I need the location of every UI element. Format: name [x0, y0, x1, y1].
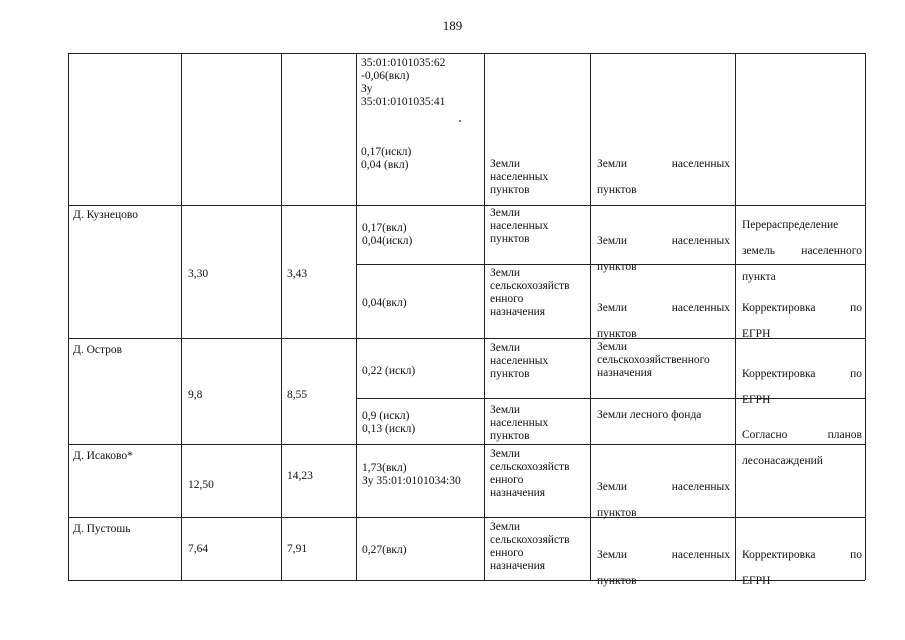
- land-category-text: Земли населенных пунктов: [490, 207, 549, 245]
- col-border: [281, 53, 282, 580]
- area-before: 7,64: [188, 543, 209, 555]
- new-category-text: Земли лесного фонда: [597, 409, 702, 421]
- col-border: [865, 53, 866, 580]
- settlement-name: Д. Кузнецово: [73, 209, 138, 221]
- page-number: 189: [442, 18, 463, 33]
- area-before: 9,8: [188, 389, 203, 401]
- area-after: 3,43: [287, 268, 308, 280]
- table-top-border: [68, 53, 865, 54]
- area-change-text: 0,04(вкл): [362, 297, 407, 309]
- area-change-text: 0,9 (искл) 0,13 (искл): [362, 410, 416, 435]
- scan-dot: [459, 120, 461, 122]
- col-border: [68, 53, 69, 580]
- new-category-text: Земли сельскохозяйственного назначения: [597, 341, 710, 379]
- reason-text: Корректировка по ЕГРН: [742, 549, 862, 587]
- new-category-text: Земли населенных пунктов: [597, 481, 730, 519]
- new-category-text: Земли населенных пунктов: [597, 302, 730, 340]
- area-before: 3,30: [188, 268, 209, 280]
- reason-text: Перераспределение земель населенного пункта: [742, 219, 862, 283]
- area-after: 7,91: [287, 543, 308, 555]
- area-change-text: 0,17(искл) 0,04 (вкл): [361, 146, 412, 171]
- reason-text: Согласно планов лесонасаждений: [742, 429, 862, 467]
- settlement-name: Д. Исаково*: [73, 450, 133, 462]
- col-border: [484, 53, 485, 580]
- cadastral-change-text: 35:01:0101035:62 -0,06(вкл) Зу 35:01:0101035:41: [361, 57, 446, 108]
- settlement-name: Д. Пустошь: [73, 523, 131, 535]
- area-change-text: 0,27(вкл): [362, 544, 407, 556]
- new-category-text: Земли населенных пунктов: [597, 549, 730, 587]
- area-after: 14,23: [287, 470, 313, 482]
- settlement-name: Д. Остров: [73, 344, 123, 356]
- area-change-text: 0,22 (искл): [362, 365, 416, 377]
- land-category-text: Земли сельскохозяйств енного назначения: [490, 448, 570, 499]
- area-before: 12,50: [188, 479, 214, 491]
- land-category-text: Земли населенных пунктов: [490, 158, 549, 196]
- col-border: [356, 53, 357, 580]
- row-divider: [68, 517, 865, 518]
- land-category-text: Земли сельскохозяйств енного назначения: [490, 521, 570, 572]
- land-category-text: Земли населенных пунктов: [490, 342, 549, 380]
- reason-text: Корректировка по ЕГРН: [742, 302, 862, 340]
- col-border: [590, 53, 591, 580]
- land-category-text: Земли населенных пунктов: [490, 404, 549, 442]
- col-border: [181, 53, 182, 580]
- area-change-text: 0,17(вкл) 0,04(искл): [362, 222, 413, 247]
- land-category-text: Земли сельскохозяйств енного назначения: [490, 267, 570, 318]
- new-category-text: Земли населенных пунктов: [597, 158, 730, 196]
- new-category-text: Земли населенных пунктов: [597, 235, 730, 273]
- area-change-text: 1,73(вкл) Зу 35:01:0101034:30: [362, 462, 461, 487]
- col-border: [735, 53, 736, 580]
- reason-text: Корректировка по ЕГРН: [742, 368, 862, 406]
- area-after: 8,55: [287, 389, 308, 401]
